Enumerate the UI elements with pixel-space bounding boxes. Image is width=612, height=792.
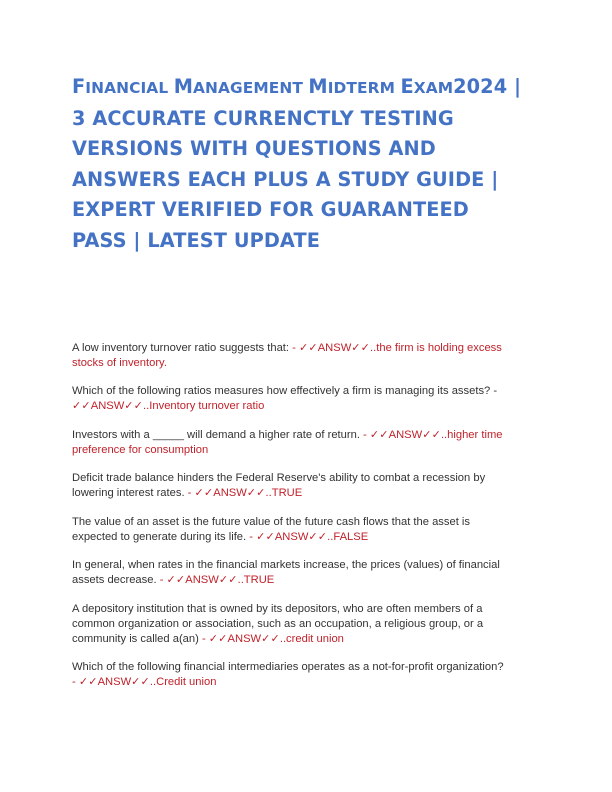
- question-text: community is called a(an): [72, 632, 202, 645]
- question-text: Which of the following financial intermediaries operates as a not-for-profit organization?: [72, 661, 504, 673]
- title-line-3: VERSIONS WITH QUESTIONS AND: [72, 137, 436, 160]
- answer-text: preference for consumption: [72, 443, 209, 456]
- title-line-5: EXPERT VERIFIED FOR GUARANTEED: [72, 198, 469, 221]
- question-text: expected to generate during its life.: [72, 530, 250, 543]
- title-line-4: ANSWERS EACH PLUS A STUDY GUIDE |: [72, 167, 499, 191]
- answer-text: - ✓✓ANSW✓✓..Credit union: [72, 675, 217, 688]
- answer-text: - ✓✓ANSW✓✓..FALSE: [249, 530, 369, 543]
- answer-text: - ✓✓ANSW✓✓..the firm is holding excess: [292, 342, 502, 354]
- answer-text: - ✓✓ANSW✓✓..TRUE: [187, 486, 303, 499]
- document-title: [72, 72, 552, 256]
- title-line-1: FINANCIAL MANAGEMENT MIDTERM EXAM2024 |: [72, 75, 522, 98]
- answer-text: - ✓✓ANSW✓✓..higher time: [363, 429, 503, 441]
- qa-item: [72, 660, 542, 690]
- question-text: Deficit trade balance hinders the Federal Reserve's ability to combat a recession by: [72, 472, 486, 484]
- qa-item: [72, 471, 542, 501]
- question-text: A low inventory turnover ratio suggests that:: [72, 342, 293, 354]
- question-text: lowering interest rates.: [72, 486, 188, 499]
- answer-text: ✓✓ANSW✓✓..Inventory turnover ratio: [72, 399, 265, 412]
- question-text: The value of an asset is the future value of the future cash flows that the asset is: [72, 516, 471, 528]
- answer-text: - ✓✓ANSW✓✓..TRUE: [159, 573, 275, 586]
- qa-item: [72, 515, 542, 545]
- answer-text: stocks of inventory.: [72, 356, 167, 369]
- question-text: assets decrease.: [72, 573, 160, 586]
- qa-item: [72, 384, 542, 414]
- question-text: In general, when rates in the financial markets increase, the prices (values) of financial: [72, 559, 500, 571]
- qa-item: [72, 602, 542, 646]
- question-text: A depository institution that is owned by its depositors, who are often members of a: [72, 603, 483, 615]
- question-text: common organization or association, such as an occupation, a religious group, or a: [72, 617, 484, 630]
- question-text: Which of the following ratios measures how effectively a firm is managing its assets? -: [72, 385, 498, 397]
- question-text: Investors with a _____ will demand a higher rate of return.: [72, 429, 364, 441]
- qa-item: [72, 558, 542, 588]
- qa-item: [72, 428, 542, 458]
- title-line-6: PASS | LATEST UPDATE: [72, 228, 320, 252]
- qa-item: [72, 341, 542, 371]
- answer-text: - ✓✓ANSW✓✓..credit union: [201, 632, 344, 645]
- title-line-2: 3 ACCURATE CURRENCTLY TESTING: [72, 106, 454, 130]
